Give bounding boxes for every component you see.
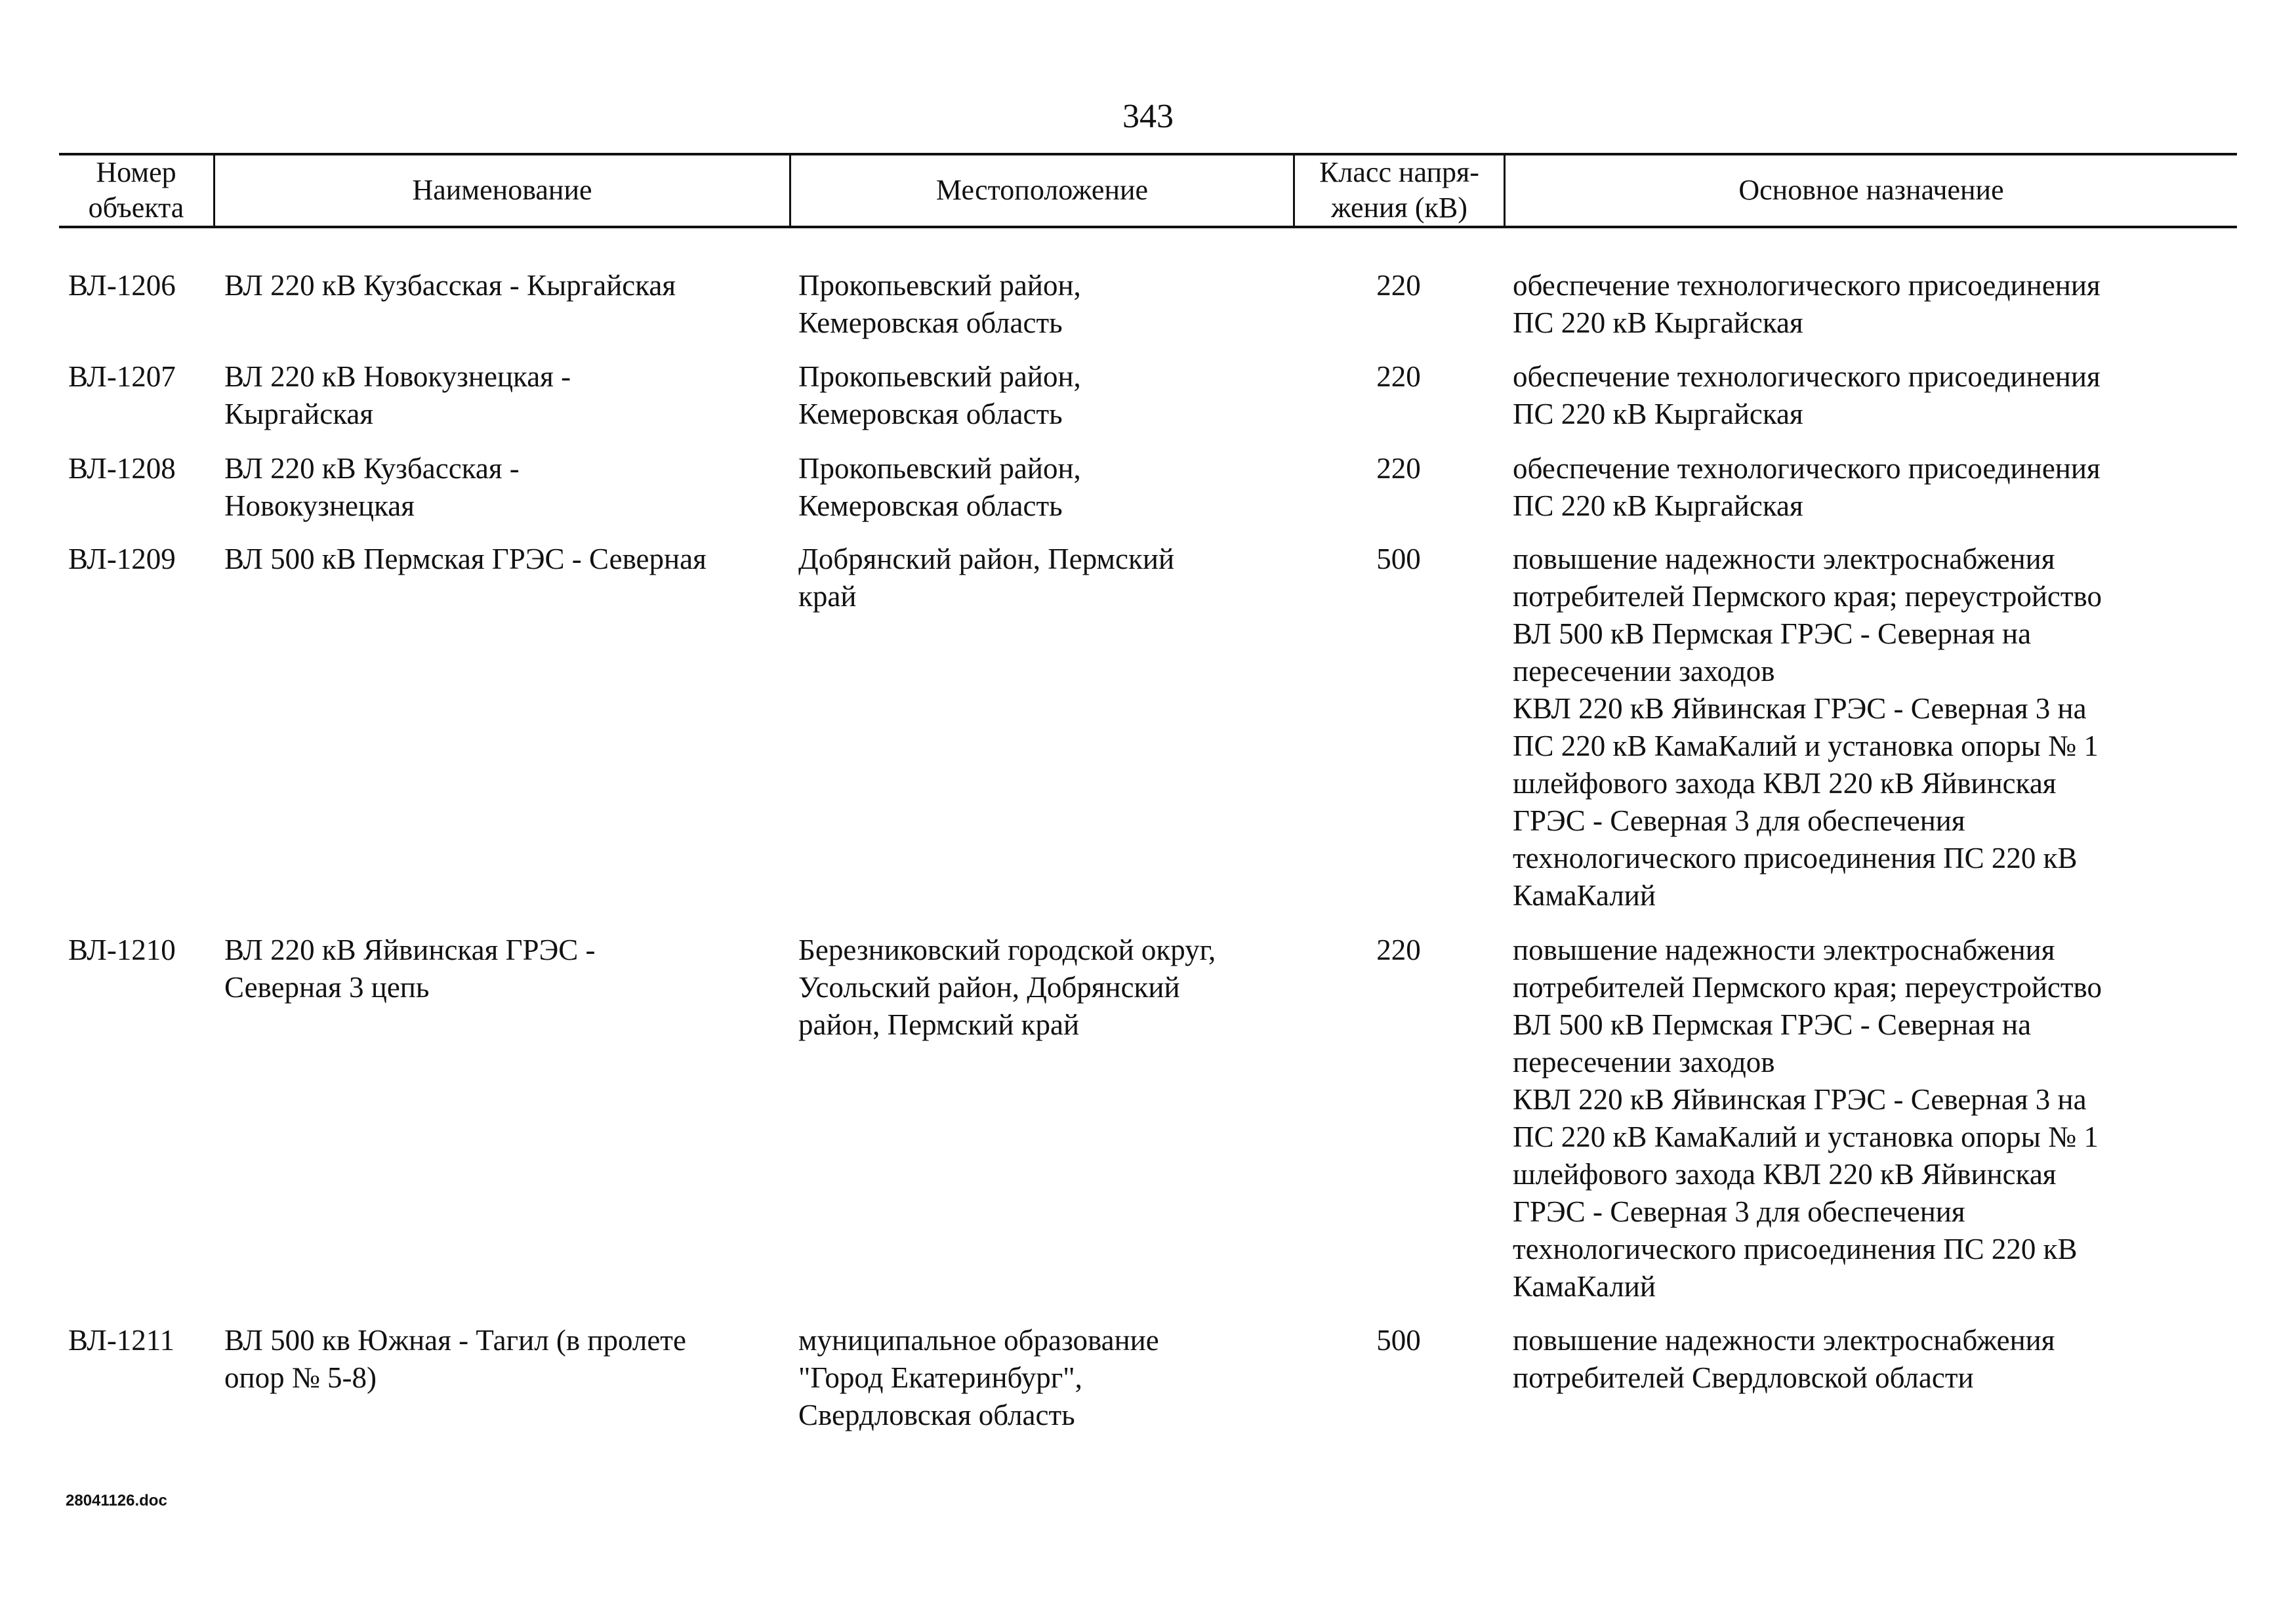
row-location: Прокопьевский район, Кемеровская область xyxy=(798,452,1081,522)
row-voltage: 500 xyxy=(1376,543,1421,575)
column-header-purpose: Основное назначение xyxy=(1738,174,2004,206)
row-name: ВЛ 500 кв Южная - Тагил (в пролете опор № 5-8) xyxy=(224,1324,686,1394)
column-header-name: Наименование xyxy=(412,174,592,206)
row-purpose: повышение надежности электроснабжения потребителей Пермского края; переустройство ВЛ 500 кВ Пермская ГРЭС - Северная на пересечении заходов КВЛ 220 кВ Яйвинская ГРЭС - Северная 3 на ПС 220 кВ КамаКалий и установка опоры № 1 шлейфового захода КВЛ 220 кВ Яйвинская ГРЭС - Северная 3 для обеспечения технологического присоединения ПС 220 кВ КамаКалий xyxy=(1513,934,2102,1303)
row-name: ВЛ 220 кВ Яйвинская ГРЭС - Северная 3 цепь xyxy=(224,934,596,1004)
row-number: ВЛ-1207 xyxy=(68,360,176,393)
row-number: ВЛ-1206 xyxy=(68,269,176,302)
footer-filename: 28041126.doc xyxy=(66,1492,167,1510)
row-number: ВЛ-1208 xyxy=(68,452,176,485)
row-name: ВЛ 220 кВ Кузбасская - Новокузнецкая xyxy=(224,452,520,522)
row-number: ВЛ-1211 xyxy=(68,1324,175,1357)
row-purpose: обеспечение технологического присоединения ПС 220 кВ Кыргайская xyxy=(1513,269,2101,339)
column-header-voltage: Класс напря- жения (кВ) xyxy=(1319,156,1479,224)
row-voltage: 220 xyxy=(1376,452,1421,485)
column-header-number: Номер объекта xyxy=(88,156,184,224)
header-bottom-rule xyxy=(59,226,2237,228)
row-voltage: 220 xyxy=(1376,934,1421,966)
row-number: ВЛ-1210 xyxy=(68,934,176,966)
row-location: Добрянский район, Пермский край xyxy=(798,543,1175,613)
column-header-location: Местоположение xyxy=(935,174,1149,206)
row-name: ВЛ 500 кВ Пермская ГРЭС - Северная xyxy=(224,543,707,575)
row-purpose: повышение надежности электроснабжения потребителей Пермского края; переустройство ВЛ 500 кВ Пермская ГРЭС - Северная на пересечении заходов КВЛ 220 кВ Яйвинская ГРЭС - Северная 3 на ПС 220 кВ КамаКалий и установка опоры № 1 шлейфового захода КВЛ 220 кВ Яйвинская ГРЭС - Северная 3 для обеспечения технологического присоединения ПС 220 кВ КамаКалий xyxy=(1513,543,2102,912)
row-name: ВЛ 220 кВ Новокузнецкая - Кыргайская xyxy=(224,360,571,430)
row-purpose: обеспечение технологического присоединения ПС 220 кВ Кыргайская xyxy=(1513,360,2101,430)
row-location: Прокопьевский район, Кемеровская область xyxy=(798,360,1081,430)
page-number: 343 xyxy=(1122,98,1174,135)
row-number: ВЛ-1209 xyxy=(68,543,176,575)
row-location: Березниковский городской округ, Усольский район, Добрянский район, Пермский край xyxy=(798,934,1216,1041)
row-purpose: обеспечение технологического присоединения ПС 220 кВ Кыргайская xyxy=(1513,452,2101,522)
row-voltage: 220 xyxy=(1376,269,1421,302)
row-location: Прокопьевский район, Кемеровская область xyxy=(798,269,1081,339)
row-location: муниципальное образование "Город Екатеринбург", Свердловская область xyxy=(798,1324,1159,1431)
row-purpose: повышение надежности электроснабжения потребителей Свердловской области xyxy=(1513,1324,2055,1394)
row-voltage: 500 xyxy=(1376,1324,1421,1357)
row-name: ВЛ 220 кВ Кузбасская - Кыргайская xyxy=(224,269,676,302)
row-voltage: 220 xyxy=(1376,360,1421,393)
